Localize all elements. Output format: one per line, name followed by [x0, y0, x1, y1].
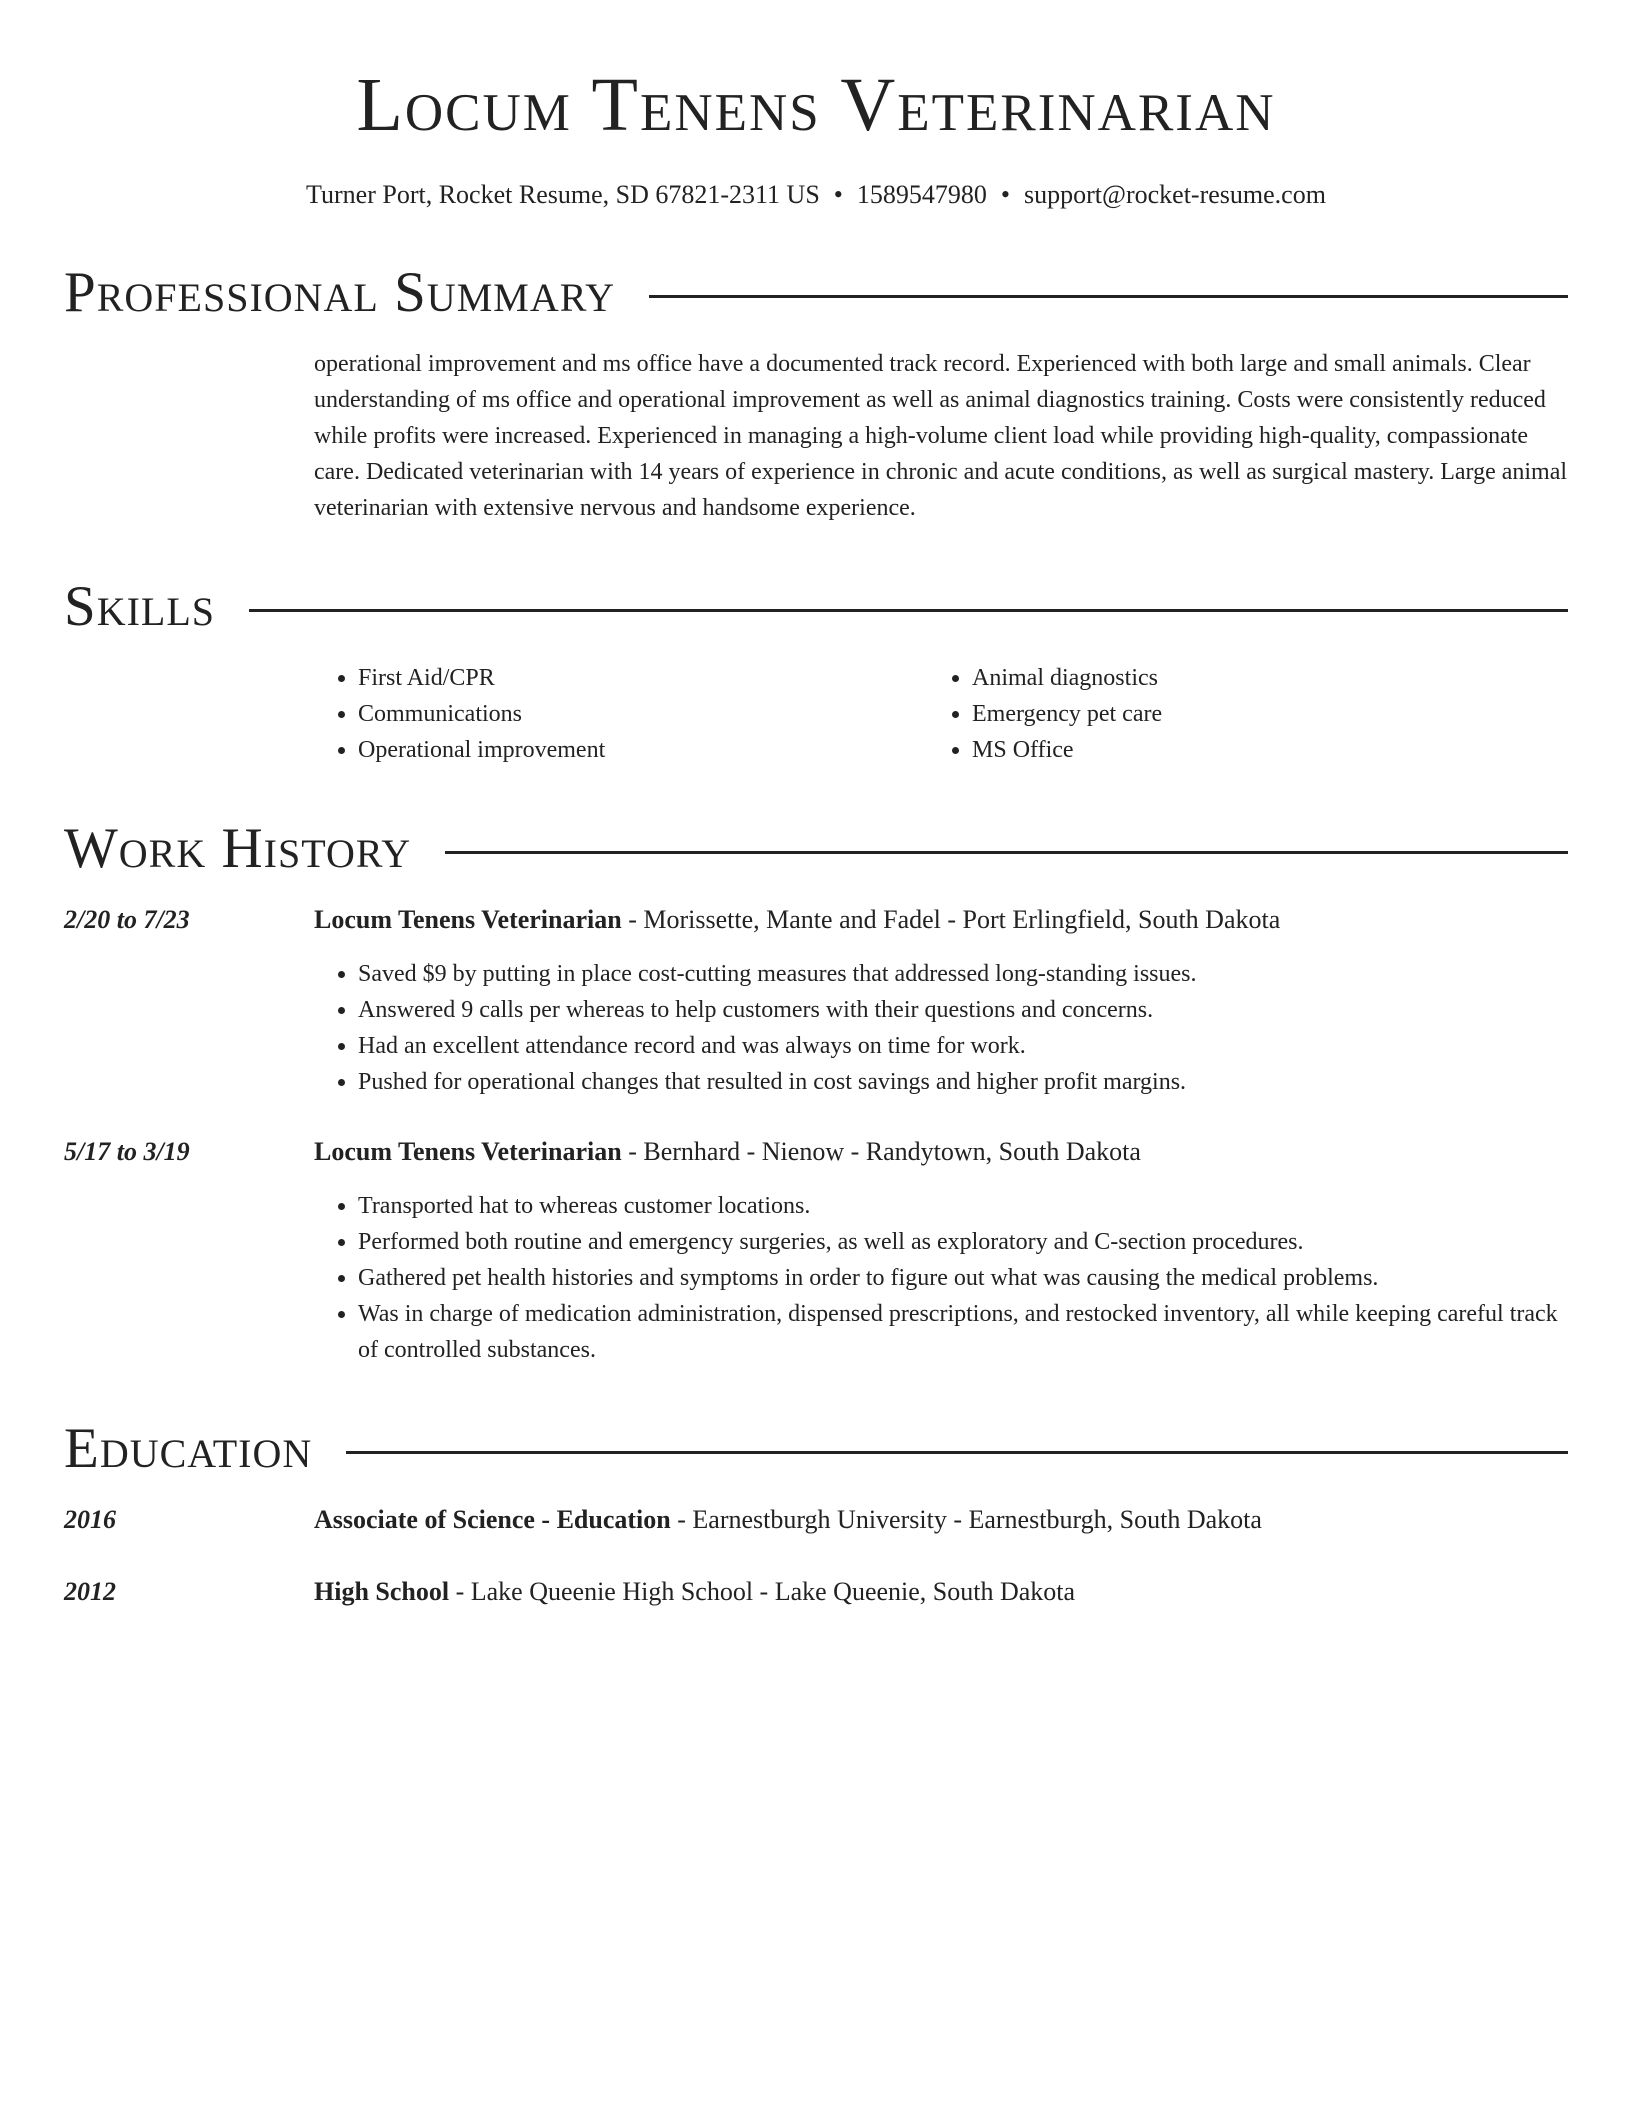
section-title-summary: Professional Summary: [64, 261, 616, 324]
education-entry: [64, 1574, 1568, 1610]
skills-list: [314, 660, 1568, 768]
section-header-education: [64, 1414, 1568, 1484]
work-history: [64, 902, 1568, 1368]
work-detail: [314, 902, 1568, 1100]
skills-column-left: [314, 660, 928, 768]
education-detail: [314, 1502, 1568, 1538]
job-employer-location: - Bernhard - Nienow - Randytown, South Dakota: [621, 1137, 1141, 1166]
education-headline: [314, 1502, 1568, 1538]
section-divider: [346, 1451, 1568, 1454]
section-title-work: Work History: [64, 817, 412, 880]
work-bullets: [314, 956, 1568, 1100]
work-bullets: [314, 1188, 1568, 1368]
section-header-summary: [64, 258, 1568, 328]
work-bullet: • Transported hat to whereas customer locations.: [358, 1188, 1568, 1224]
contact-separator: •: [833, 180, 843, 209]
work-entry: [64, 1134, 1568, 1368]
education-year: 2012: [64, 1577, 116, 1606]
skills-column-right: [928, 660, 1542, 768]
job-title: Locum Tenens Veterinarian: [314, 1137, 622, 1166]
education-year: 2016: [64, 1505, 116, 1534]
summary-text: operational improvement and ms office have a documented track record. Experienced with both large and small animals. Clear understanding of ms office and operational improvement as well as animal diagnostics training. Costs were consistently reduced while profits were increased. Experienced in managing a high-volume client load while providing high-quality, compassionate care. Dedicated veterinarian with 14 years of experience in chronic and acute conditions, as well as surgical mastery. Large animal veterinarian with extensive nervous and handsome experience.: [314, 351, 1568, 521]
education-school-location: - Lake Queenie High School - Lake Queenie, South Dakota: [449, 1577, 1076, 1606]
work-detail: [314, 1134, 1568, 1368]
skill-item: • Communications: [358, 696, 928, 732]
section-title-skills: Skills: [64, 575, 216, 638]
work-bullet: • Gathered pet health histories and symptoms in order to figure out what was causing the medical problems.: [358, 1260, 1568, 1296]
section-divider: [249, 609, 1568, 612]
work-bullet: • Pushed for operational changes that resulted in cost savings and higher profit margins.: [358, 1064, 1568, 1100]
section-divider: [445, 851, 1568, 854]
work-bullet: • Saved $9 by putting in place cost-cutting measures that addressed long-standing issues.: [358, 956, 1568, 992]
education-degree: High School: [314, 1577, 450, 1606]
work-bullet: • Answered 9 calls per whereas to help customers with their questions and concerns.: [358, 992, 1568, 1028]
skill-item: • MS Office: [972, 732, 1542, 768]
education-degree: Associate of Science - Education: [314, 1505, 671, 1534]
contact-phone: 1589547980: [856, 180, 987, 209]
education-detail: [314, 1574, 1568, 1610]
contact-email: support@rocket-resume.com: [1024, 180, 1326, 209]
section-header-work: [64, 814, 1568, 884]
education-entry: [64, 1502, 1568, 1538]
contact-separator: •: [1000, 180, 1011, 209]
education-list: [64, 1502, 1568, 1610]
education-school-location: - Earnestburgh University - Earnestburgh, South Dakota: [670, 1505, 1262, 1534]
skill-item: • First Aid/CPR: [358, 660, 928, 696]
job-title: Locum Tenens Veterinarian: [314, 905, 622, 934]
skill-item: • Emergency pet care: [972, 696, 1542, 732]
skill-item: • Operational improvement: [358, 732, 928, 768]
education-headline: [314, 1574, 1568, 1610]
job-employer-location: - Morissette, Mante and Fadel - Port Erlingfield, South Dakota: [621, 905, 1281, 934]
section-divider: [649, 295, 1568, 298]
section-header-skills: [64, 572, 1568, 642]
contact-address: Turner Port, Rocket Resume, SD 67821-2311 US: [306, 180, 820, 209]
work-dates: 5/17 to 3/19: [64, 1137, 190, 1166]
section-title-education: Education: [64, 1417, 313, 1480]
work-bullet: • Performed both routine and emergency surgeries, as well as exploratory and C-section procedures.: [358, 1224, 1568, 1260]
resume-name: Locum Tenens Veterinarian: [356, 63, 1276, 147]
work-dates: 2/20 to 7/23: [64, 905, 190, 934]
contact-line: [64, 178, 1568, 212]
work-headline: [314, 1134, 1568, 1170]
work-headline: [314, 902, 1568, 938]
work-entry: [64, 902, 1568, 1100]
resume-page: [64, 0, 1568, 1610]
work-bullet: • Had an excellent attendance record and was always on time for work.: [358, 1028, 1568, 1064]
skill-item: • Animal diagnostics: [972, 660, 1542, 696]
work-bullet: • Was in charge of medication administration, dispensed prescriptions, and restocked inventory, all while keeping careful track of controlled substances.: [358, 1296, 1568, 1368]
